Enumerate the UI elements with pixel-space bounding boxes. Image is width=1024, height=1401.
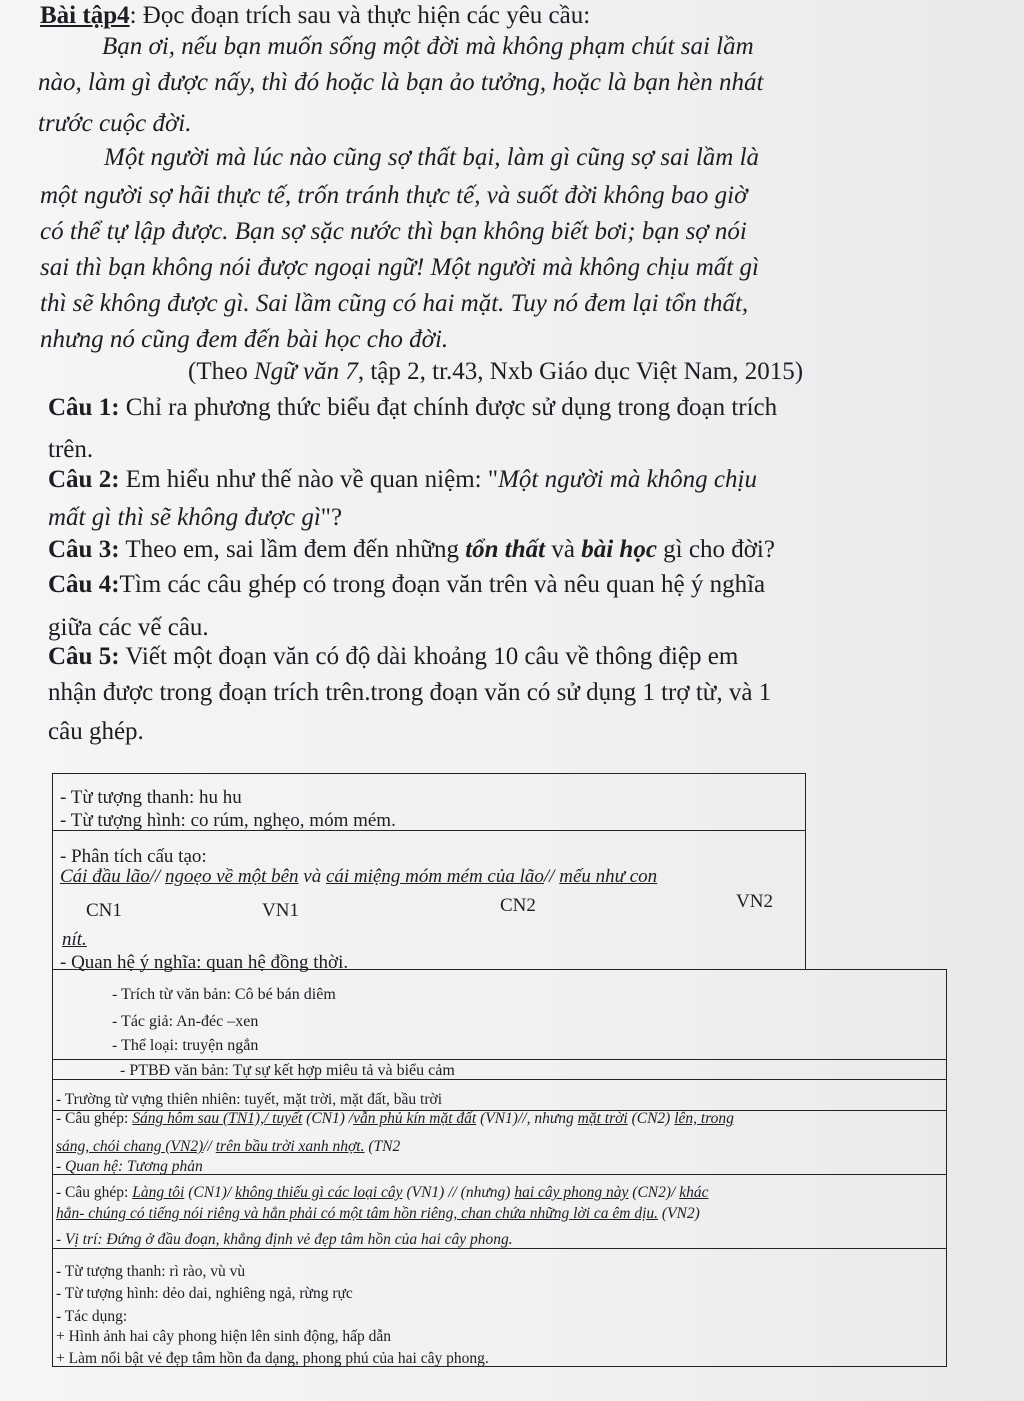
- question-5-cont: nhận được trong đoạn trích trên.trong đoạn văn có sử dụng 1 trợ từ, và 1: [48, 679, 772, 706]
- question-4: Câu 4:Tìm các câu ghép có trong đoạn văn trên và nêu quan hệ ý nghĩa: [48, 571, 766, 598]
- box-2-effect-2: + Làm nổi bật vẻ đẹp tâm hồn đa dạng, phong phú của hai cây phong.: [56, 1350, 489, 1367]
- passage-p2-line-3: có thể tự lập được. Bạn sợ sặc nước thì bạn không biết bơi; bạn sợ nói: [40, 218, 747, 245]
- passage-p1-line-2: nào, làm gì được nấy, thì đó hoặc là bạn ảo tưởng, hoặc là bạn hèn nhát: [38, 69, 764, 96]
- box-2-relation: - Quan hệ: Tương phản: [56, 1158, 203, 1175]
- box-1-onomatopoeia: - Từ tượng thanh: hu hu: [60, 787, 242, 808]
- label-cn2: CN2: [500, 895, 536, 916]
- box-2-onomatopoeia: - Từ tượng thanh: rì rào, vù vù: [56, 1263, 246, 1280]
- exercise-title: Bài tập4: [40, 2, 130, 29]
- question-5-cont-2: câu ghép.: [48, 718, 144, 745]
- box-2-compound-1-cont: sáng, chói chang (VN2)// trên bầu trời xanh nhợt. (TN2: [56, 1138, 401, 1155]
- box-2-compound-1: - Câu ghép: Sáng hôm sau (TN1),/ tuyết (CN1) /vẫn phủ kín mặt đất (VN1)//, nhưng mặt trời (CN2) lên, trong: [56, 1110, 734, 1127]
- passage-p1-line-1: Bạn ơi, nếu bạn muốn sống một đời mà không phạm chút sai lầm: [102, 33, 754, 60]
- box-2-compound-2-cont: hẳn- chúng có tiếng nói riêng và hẳn phải có một tâm hồn riêng, chan chứa những lời ca êm dịu. (VN2): [56, 1205, 700, 1222]
- question-4-cont: giữa các vế câu.: [48, 614, 209, 641]
- exercise-instruction: : Đọc đoạn trích sau và thực hiện các yêu cầu:: [129, 2, 591, 29]
- question-1: Câu 1: Chỉ ra phương thức biểu đạt chính được sử dụng trong đoạn trích: [48, 394, 778, 421]
- passage-p2-line-6: nhưng nó cũng đem đến bài học cho đời.: [40, 326, 449, 353]
- label-cn1: CN1: [86, 900, 122, 921]
- box-2-ideophone: - Từ tượng hình: dẻo dai, nghiêng ngả, rừng rực: [56, 1285, 353, 1302]
- passage-p2-line-1: Một người mà lúc nào cũng sợ thất bại, làm gì cũng sợ sai lầm là: [104, 144, 760, 171]
- question-1-cont: trên.: [48, 436, 94, 463]
- passage-p2-line-2: một người sợ hãi thực tế, trốn tránh thực tế, và suốt đời không bao giờ: [40, 182, 748, 209]
- passage-source: (Theo Ngữ văn 7, tập 2, tr.43, Nxb Giáo dục Việt Nam, 2015): [188, 358, 804, 385]
- box-2-mode: - PTBĐ văn bản: Tự sự kết hợp miêu tả và biểu cảm: [120, 1062, 455, 1079]
- box-2-lexical-field: - Trường từ vựng thiên nhiên: tuyết, mặt trời, mặt đất, bầu trời: [56, 1091, 443, 1108]
- box-1-structure-heading: - Phân tích cấu tạo:: [60, 846, 207, 867]
- question-5: Câu 5: Viết một đoạn văn có độ dài khoảng 10 câu về thông điệp em: [48, 643, 739, 670]
- box-2-genre: - Thể loại: truyện ngắn: [112, 1037, 259, 1054]
- label-vn1: VN1: [262, 900, 299, 921]
- box-2-source-text: - Trích từ văn bản: Cô bé bán diêm: [112, 986, 336, 1003]
- question-2-cont: mất gì thì sẽ không được gì"?: [48, 504, 343, 531]
- box-1-ideophone: - Từ tượng hình: co rúm, nghẹo, móm mém.: [60, 810, 396, 831]
- passage-p1-line-3: trước cuộc đời.: [38, 110, 192, 137]
- label-vn2: VN2: [736, 891, 773, 912]
- box-2-effect-1: + Hình ảnh hai cây phong hiện lên sinh động, hấp dẫn: [56, 1328, 392, 1345]
- box-2-compound-2: - Câu ghép: Làng tôi (CN1)/ không thiếu gì các loại cây (VN1) // (nhưng) hai cây phong này (CN2)/ khác: [56, 1184, 709, 1201]
- box-2-divider-1: [52, 1059, 947, 1060]
- box-2-position: - Vị trí: Đứng ở đầu đoạn, khẳng định vẻ đẹp tâm hồn của hai cây phong.: [56, 1231, 513, 1248]
- box-2-effect-heading: - Tác dụng:: [56, 1308, 128, 1325]
- box-2-author: - Tác giả: An-đéc –xen: [112, 1013, 259, 1030]
- question-2: Câu 2: Em hiểu như thế nào về quan niệm: "Một người mà không chịu: [48, 466, 757, 493]
- passage-p2-line-5: thì sẽ không được gì. Sai lầm cũng có hai mặt. Tuy nó đem lại tổn thất,: [40, 290, 749, 317]
- box-1-structure-sentence: Cái đầu lão// ngoẹo về một bên và cái miệng móm mém của lão// mếu như con: [60, 866, 658, 887]
- question-3: Câu 3: Theo em, sai lầm đem đến những tổn thất và bài học gì cho đời?: [48, 536, 775, 563]
- passage-p2-line-4: sai thì bạn không nói được ngoại ngữ! Một người mà không chịu mất gì: [40, 254, 759, 281]
- box-1-relation: - Quan hệ ý nghĩa: quan hệ đồng thời.: [60, 952, 349, 973]
- box-1-structure-end: nít.: [62, 929, 87, 950]
- exercise-heading: [40, 2, 590, 30]
